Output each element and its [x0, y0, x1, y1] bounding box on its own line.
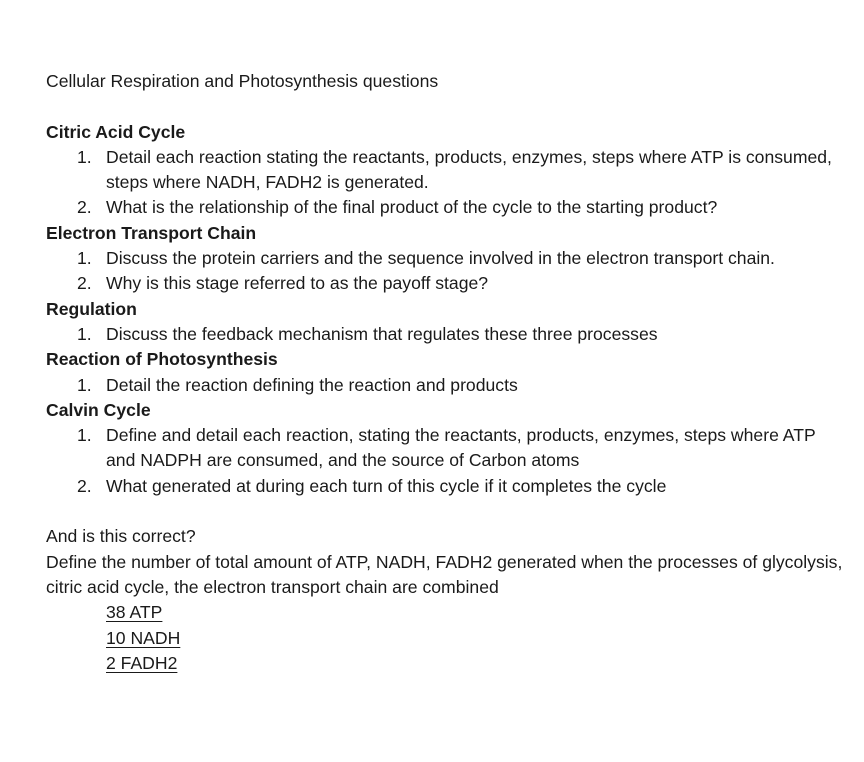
question-text: Detail the reaction defining the reaction and products: [106, 374, 518, 395]
section-heading: Electron Transport Chain: [46, 222, 257, 243]
section-heading: Citric Acid Cycle: [46, 121, 186, 142]
question-item: [46, 373, 846, 398]
question-item: [46, 145, 846, 196]
question-number: 1.: [77, 248, 92, 269]
section-reaction-of-photosynthesis: [46, 347, 846, 398]
question-list: [46, 322, 846, 347]
question-number: 1.: [77, 425, 92, 446]
question-list: [46, 423, 846, 499]
blank-line: [46, 499, 846, 524]
section-calvin-cycle: [46, 398, 846, 499]
document-title: Cellular Respiration and Photosynthesis questions: [46, 71, 439, 91]
question-item: [46, 271, 846, 296]
answer-item: 10 NADH: [106, 627, 181, 648]
section-citric-acid-cycle: [46, 120, 846, 221]
answer-item: 38 ATP: [106, 602, 163, 623]
followup-question: And is this correct?: [46, 526, 196, 547]
question-number: 1.: [77, 146, 92, 167]
question-text: Detail each reaction stating the reactants, products, enzymes, steps where ATP is consumed, steps where NADH, FADH2 is generated.: [106, 146, 832, 193]
question-text: What is the relationship of the final product of the cycle to the starting product?: [106, 197, 718, 218]
blank-line: [46, 94, 846, 119]
section-electron-transport-chain: [46, 221, 846, 297]
section-heading: Calvin Cycle: [46, 399, 151, 420]
question-item: [46, 246, 846, 271]
question-number: 2.: [77, 273, 92, 294]
section-heading: Reaction of Photosynthesis: [46, 349, 278, 370]
section-heading: Regulation: [46, 298, 137, 319]
followup-section: [46, 524, 846, 676]
question-number: 1.: [77, 374, 92, 395]
question-item: [46, 322, 846, 347]
section-regulation: [46, 297, 846, 348]
question-list: [46, 145, 846, 221]
question-text: Discuss the feedback mechanism that regulates these three processes: [106, 323, 658, 344]
question-text: Define and detail each reaction, stating the reactants, products, enzymes, steps where ATP and NADPH are consumed, and the source of Carbon atoms: [106, 425, 816, 471]
question-text: Discuss the protein carriers and the sequence involved in the electron transport chain.: [106, 248, 775, 269]
question-number: 1.: [77, 323, 92, 344]
question-list: [46, 246, 846, 297]
question-item: [46, 474, 846, 499]
question-number: 2.: [77, 475, 92, 496]
answer-list: [46, 600, 846, 676]
document-body: [46, 69, 846, 676]
question-item: [46, 423, 846, 474]
answer-item: 2 FADH2: [106, 652, 178, 673]
question-item: [46, 195, 846, 220]
question-text: What generated at during each turn of this cycle if it completes the cycle: [106, 475, 667, 496]
question-text: Why is this stage referred to as the payoff stage?: [106, 273, 489, 294]
question-number: 2.: [77, 197, 92, 218]
question-list: [46, 373, 846, 398]
followup-prompt: Define the number of total amount of ATP, NADH, FADH2 generated when the processes of glycolysis, citric acid cycle, the electron transport chain are combined: [46, 551, 843, 597]
